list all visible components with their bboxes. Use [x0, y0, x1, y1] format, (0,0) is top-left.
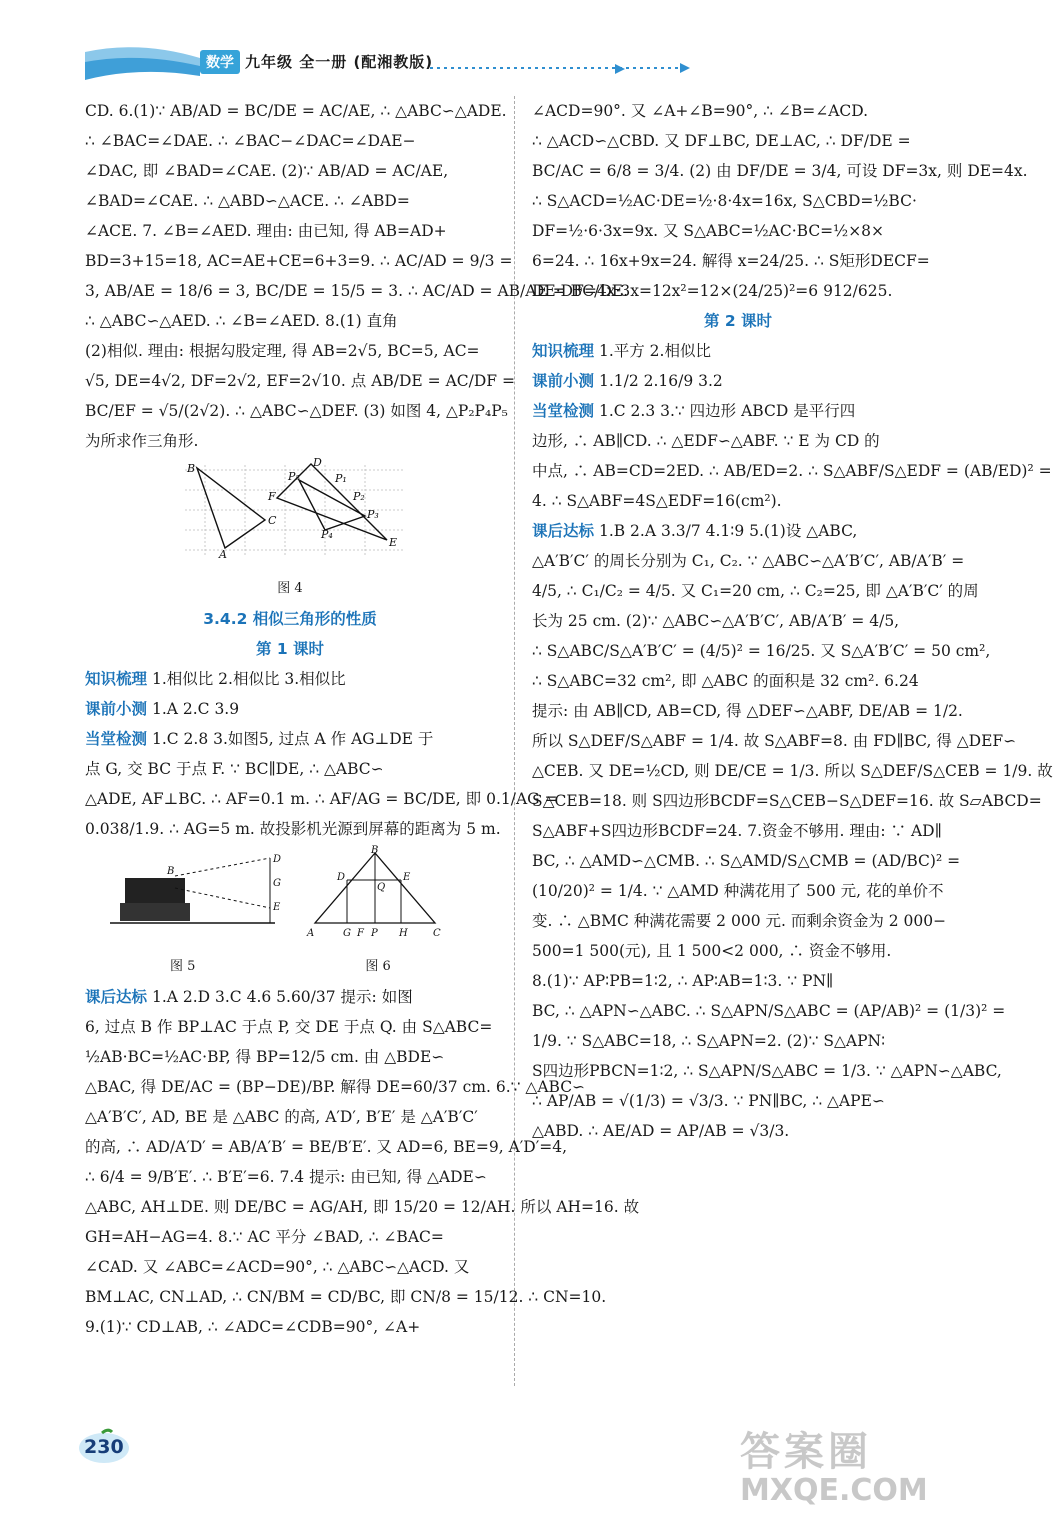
watermark-logo: 答案圈 — [740, 1429, 872, 1475]
section-label: 课后达标 — [532, 522, 595, 540]
watermark-url: MXQE.COM — [740, 1473, 928, 1508]
figure-caption: 图 5 — [170, 959, 196, 974]
text-line: 长为 25 cm. (2)∵ △ABC∽△A′B′C′, AB/A′B′ = 4/5, — [532, 612, 900, 630]
figure-5 — [85, 848, 285, 948]
text-line: △A′B′C′, AD, BE 是 △ABC 的高, A′D′, B′E′ 是 △A′B′C′ — [85, 1108, 478, 1126]
svg-text:F: F — [268, 490, 276, 503]
text-line: 4. ∴ S△ABF=4S△EDF=16(cm²). — [532, 492, 782, 510]
svg-text:B: B — [371, 845, 379, 856]
text-line: ∠ACD=90°. 又 ∠A+∠B=90°, ∴ ∠B=∠ACD. — [532, 102, 869, 120]
section-subtitle: 第 2 课时 — [703, 312, 773, 330]
svg-text:E: E — [389, 536, 398, 549]
text-line: 为所求作三角形. — [85, 432, 199, 450]
section-label: 知识梳理 — [532, 342, 595, 360]
svg-text:C: C — [268, 514, 277, 527]
svg-text:D: D — [337, 872, 346, 883]
watermark — [740, 1420, 928, 1508]
text-line: 3, AB/AE = 18/6 = 3, BC/DE = 15/5 = 3. ∴ AC/AD = AB/AE = BC/DE. — [85, 282, 629, 300]
page-number: 230 — [84, 1436, 124, 1458]
text-line: △A′B′C′ 的周长分别为 C₁, C₂. ∵ △ABC∽△A′B′C′, AB/A′B′ = — [532, 552, 965, 570]
text-line: (2)相似. 理由: 根据勾股定理, 得 AB=2√5, BC=5, AC= — [85, 342, 480, 360]
svg-text:G: G — [273, 878, 281, 889]
text-line: ∠BAD=∠CAE. ∴ △ABD∽△ACE. ∴ ∠ABD= — [85, 192, 410, 210]
text-line: 9.(1)∵ CD⊥AB, ∴ ∠ADC=∠CDB=90°, ∠A+ — [85, 1318, 421, 1336]
text-line: ∴ 6/4 = 9/B′E′. ∴ B′E′=6. 7.4 提示: 由已知, 得 △ADE∽ — [85, 1168, 487, 1186]
text-line: DE·DF=4x·3x=12x²=12×(24/25)²=6 912/625. — [532, 282, 893, 300]
text-line: 边形, ∴ AB∥CD. ∴ △EDF∽△ABF. ∵ E 为 CD 的 — [532, 432, 880, 450]
svg-text:B: B — [167, 866, 175, 877]
svg-text:B: B — [187, 462, 196, 475]
text-line: 1.B 2.A 3.3/7 4.1∶9 5.(1)设 △ABC, — [598, 522, 858, 540]
text-line: 1.平方 2.相似比 — [598, 342, 711, 360]
text-line: BC/AC = 6/8 = 3/4. (2) 由 DF/DE = 3/4, 可设 DF=3x, 则 DE=4x. — [532, 162, 1028, 180]
subject-badge: 数学 — [200, 50, 240, 74]
text-line: ∴ S△ABC=32 cm², 即 △ABC 的面积是 32 cm². 6.24 — [532, 672, 919, 690]
header-swoosh-icon — [0, 0, 700, 90]
section-label: 课前小测 — [532, 372, 595, 390]
text-line: 8.(1)∵ AP∶PB=1∶2, ∴ AP∶AB=1∶3. ∵ PN∥ — [532, 972, 834, 990]
svg-text:P₅: P₅ — [288, 470, 300, 483]
text-line: BC, ∴ △AMD∽△CMB. ∴ S△AMD/S△CMB = (AD/BC)² = — [532, 852, 961, 870]
svg-text:P₃: P₃ — [367, 508, 379, 521]
text-line: BD=3+15=18, AC=AE+CE=6+3=9. ∴ AC/AD = 9/3 = — [85, 252, 513, 270]
svg-text:P: P — [371, 928, 378, 939]
text-line: 4/5, ∴ C₁/C₂ = 4/5. 又 C₁=20 cm, ∴ C₂=25, 即 △A′B′C′ 的周 — [532, 582, 979, 600]
text-line: △CEB. 又 DE=½CD, 则 DE/CE = 1/3. 所以 S△DEF/S△CEB = 1/9. 故 — [532, 762, 1053, 780]
section-title: 3.4.2 相似三角形的性质 — [203, 610, 377, 628]
text-line: △BAC, 得 DE/AC = (BP−DE)/BP. 解得 DE=60/37 cm. 6.∵ △ABC∽ — [85, 1078, 586, 1096]
page-header — [0, 0, 1000, 95]
left-column — [85, 96, 640, 1342]
text-line: 的高, ∴ AD/A′D′ = AB/A′B′ = BE/B′E′. 又 AD=6, BE=9, A′D′=4, — [85, 1138, 568, 1156]
text-line: 1.C 2.3 3.∵ 四边形 ABCD 是平行四 — [598, 402, 856, 420]
svg-text:D: D — [313, 456, 322, 469]
text-line: ∠ACE. 7. ∠B=∠AED. 理由: 由已知, 得 AB=AD+ — [85, 222, 447, 240]
svg-text:H: H — [399, 928, 408, 939]
text-line: 0.038/1.9. ∴ AG=5 m. 故投影机光源到屏幕的距离为 5 m. — [85, 820, 501, 838]
svg-text:P₁: P₁ — [335, 472, 347, 485]
text-line: 变. ∴ △BMC 种满花需要 2 000 元. 而剩余资金为 2 000− — [532, 912, 947, 930]
text-line: ∴ S△ABC/S△A′B′C′ = (4/5)² = 16/25. 又 S△A′B′C′ = 50 cm², — [532, 642, 991, 660]
section-label: 知识梳理 — [85, 670, 148, 688]
text-line: 中点, ∴ AB=CD=2ED. ∴ AB/ED=2. ∴ S△ABF/S△EDF = (AB/ED)² = — [532, 462, 1052, 480]
section-label: 当堂检测 — [85, 730, 148, 748]
text-line: ∠DAC, 即 ∠BAD=∠CAE. (2)∵ AB/AD = AC/AE, — [85, 162, 449, 180]
text-line: △ABC, AH⊥DE. 则 DE/BC = AG/AH, 即 15/20 = 12/AH. 所以 AH=16. 故 — [85, 1198, 640, 1216]
text-line: ∴ S△ACD=½AC·DE=½·8·4x=16x, S△CBD=½BC· — [532, 192, 917, 210]
text-line: DF=½·6·3x=9x. 又 S△ABC=½AC·BC=½×8× — [532, 222, 885, 240]
text-line: ∴ ∠BAC=∠DAE. ∴ ∠BAC−∠DAC=∠DAE− — [85, 132, 416, 150]
text-line: ∴ △ABC∽△AED. ∴ ∠B=∠AED. 8.(1) 直角 — [85, 312, 398, 330]
svg-text:C: C — [433, 928, 441, 939]
text-line: 提示: 由 AB∥CD, AB=CD, 得 △DEF∽△ABF, DE/AB = 1/2. — [532, 702, 963, 720]
text-line: GH=AH−AG=4. 8.∵ AC 平分 ∠BAD, ∴ ∠BAC= — [85, 1228, 444, 1246]
section-label: 课后达标 — [85, 988, 148, 1006]
text-line: (10/20)² = 1/4. ∵ △AMD 种满花用了 500 元, 花的单价不 — [532, 882, 944, 900]
figure-4 — [85, 456, 495, 570]
text-line: 6, 过点 B 作 BP⊥AC 于点 P, 交 DE 于点 Q. 由 S△ABC= — [85, 1018, 493, 1036]
text-line: ∴ AP/AB = √(1/3) = √3/3. ∵ PN∥BC, ∴ △APE∽ — [532, 1092, 885, 1110]
text-line: △ADE, AF⊥BC. ∴ AF=0.1 m. ∴ AF/AG = BC/DE, 即 0.1/AG = — [85, 790, 558, 808]
text-line: 点 G, 交 BC 于点 F. ∵ BC∥DE, ∴ △ABC∽ — [85, 760, 384, 778]
right-column — [532, 96, 1053, 1146]
section-subtitle: 第 1 课时 — [255, 640, 325, 658]
text-line: △ABD. ∴ AE/AD = AP/AB = √3/3. — [532, 1122, 790, 1140]
section-label: 当堂检测 — [532, 402, 595, 420]
text-line: ½AB·BC=½AC·BP, 得 BP=12/5 cm. 由 △BDE∽ — [85, 1048, 445, 1066]
section-label: 课前小测 — [85, 700, 148, 718]
text-line: CD. 6.(1)∵ AB/AD = BC/DE = AC/AE, ∴ △ABC∽△ADE. — [85, 102, 507, 120]
figure-6 — [305, 845, 465, 948]
text-line: BM⊥AC, CN⊥AD, ∴ CN/BM = CD/BC, 即 CN/8 = 15/12. ∴ CN=10. — [85, 1288, 607, 1306]
figure-5-6 — [85, 845, 495, 948]
svg-text:A: A — [219, 548, 227, 561]
header-title: 九年级 全一册 (配湘教版) — [245, 53, 434, 71]
text-line: 1.C 2.8 3.如图5, 过点 A 作 AG⊥DE 于 — [151, 730, 434, 748]
text-line: 所以 S△DEF/S△ABF = 1/4. 故 S△ABF=8. 由 FD∥BC, 得 △DEF∽ — [532, 732, 1017, 750]
figure-caption: 图 6 — [365, 959, 391, 974]
text-line: √5, DE=4√2, DF=2√2, EF=2√10. 点 AB/DE = AC/DF = — [85, 372, 515, 390]
text-line: 1.A 2.D 3.C 4.6 5.60/37 提示: 如图 — [151, 988, 413, 1006]
svg-text:P₂: P₂ — [353, 490, 365, 503]
text-line: 1.A 2.C 3.9 — [151, 700, 240, 718]
text-line: 1.1/2 2.16/9 3.2 — [598, 372, 723, 390]
text-line: 1.相似比 2.相似比 3.相似比 — [151, 670, 346, 688]
text-line: ∴ △ACD∽△CBD. 又 DF⊥BC, DE⊥AC, ∴ DF/DE = — [532, 132, 911, 150]
svg-text:G: G — [343, 928, 351, 939]
svg-text:Q: Q — [377, 882, 386, 893]
page-number-badge — [78, 1428, 130, 1464]
text-line: BC, ∴ △APN∽△ABC. ∴ S△APN/S△ABC = (AP/AB)² = (1/3)² = — [532, 1002, 1006, 1020]
text-line: S△CEB=18. 则 S四边形BCDF=S△CEB−S△DEF=16. 故 S▱ABCD= — [532, 792, 1042, 810]
svg-text:E: E — [273, 902, 281, 913]
text-line: S四边形PBCN=1∶2, ∴ S△APN/S△ABC = 1/3. ∵ △APN∽△ABC, — [532, 1062, 1002, 1080]
text-line: 1/9. ∵ S△ABC=18, ∴ S△APN=2. (2)∵ S△APN∶ — [532, 1032, 886, 1050]
text-line: 500=1 500(元), 且 1 500<2 000, ∴ 资金不够用. — [532, 942, 892, 960]
svg-text:E: E — [403, 872, 411, 883]
svg-text:A: A — [307, 928, 315, 939]
svg-text:F: F — [357, 928, 364, 939]
text-line: ∠CAD. 又 ∠ABC=∠ACD=90°, ∴ △ABC∽△ACD. 又 — [85, 1258, 470, 1276]
figure-caption: 图 4 — [277, 581, 303, 596]
text-line: 6=24. ∴ 16x+9x=24. 解得 x=24/25. ∴ S矩形DECF= — [532, 252, 930, 270]
svg-text:P₄: P₄ — [321, 528, 333, 541]
text-line: BC/EF = √5/(2√2). ∴ △ABC∽△DEF. (3) 如图 4, △P₂P₄P₅ — [85, 402, 508, 420]
svg-text:D: D — [273, 854, 282, 865]
text-line: S△ABF+S四边形BCDF=24. 7.资金不够用. 理由: ∵ AD∥ — [532, 822, 942, 840]
